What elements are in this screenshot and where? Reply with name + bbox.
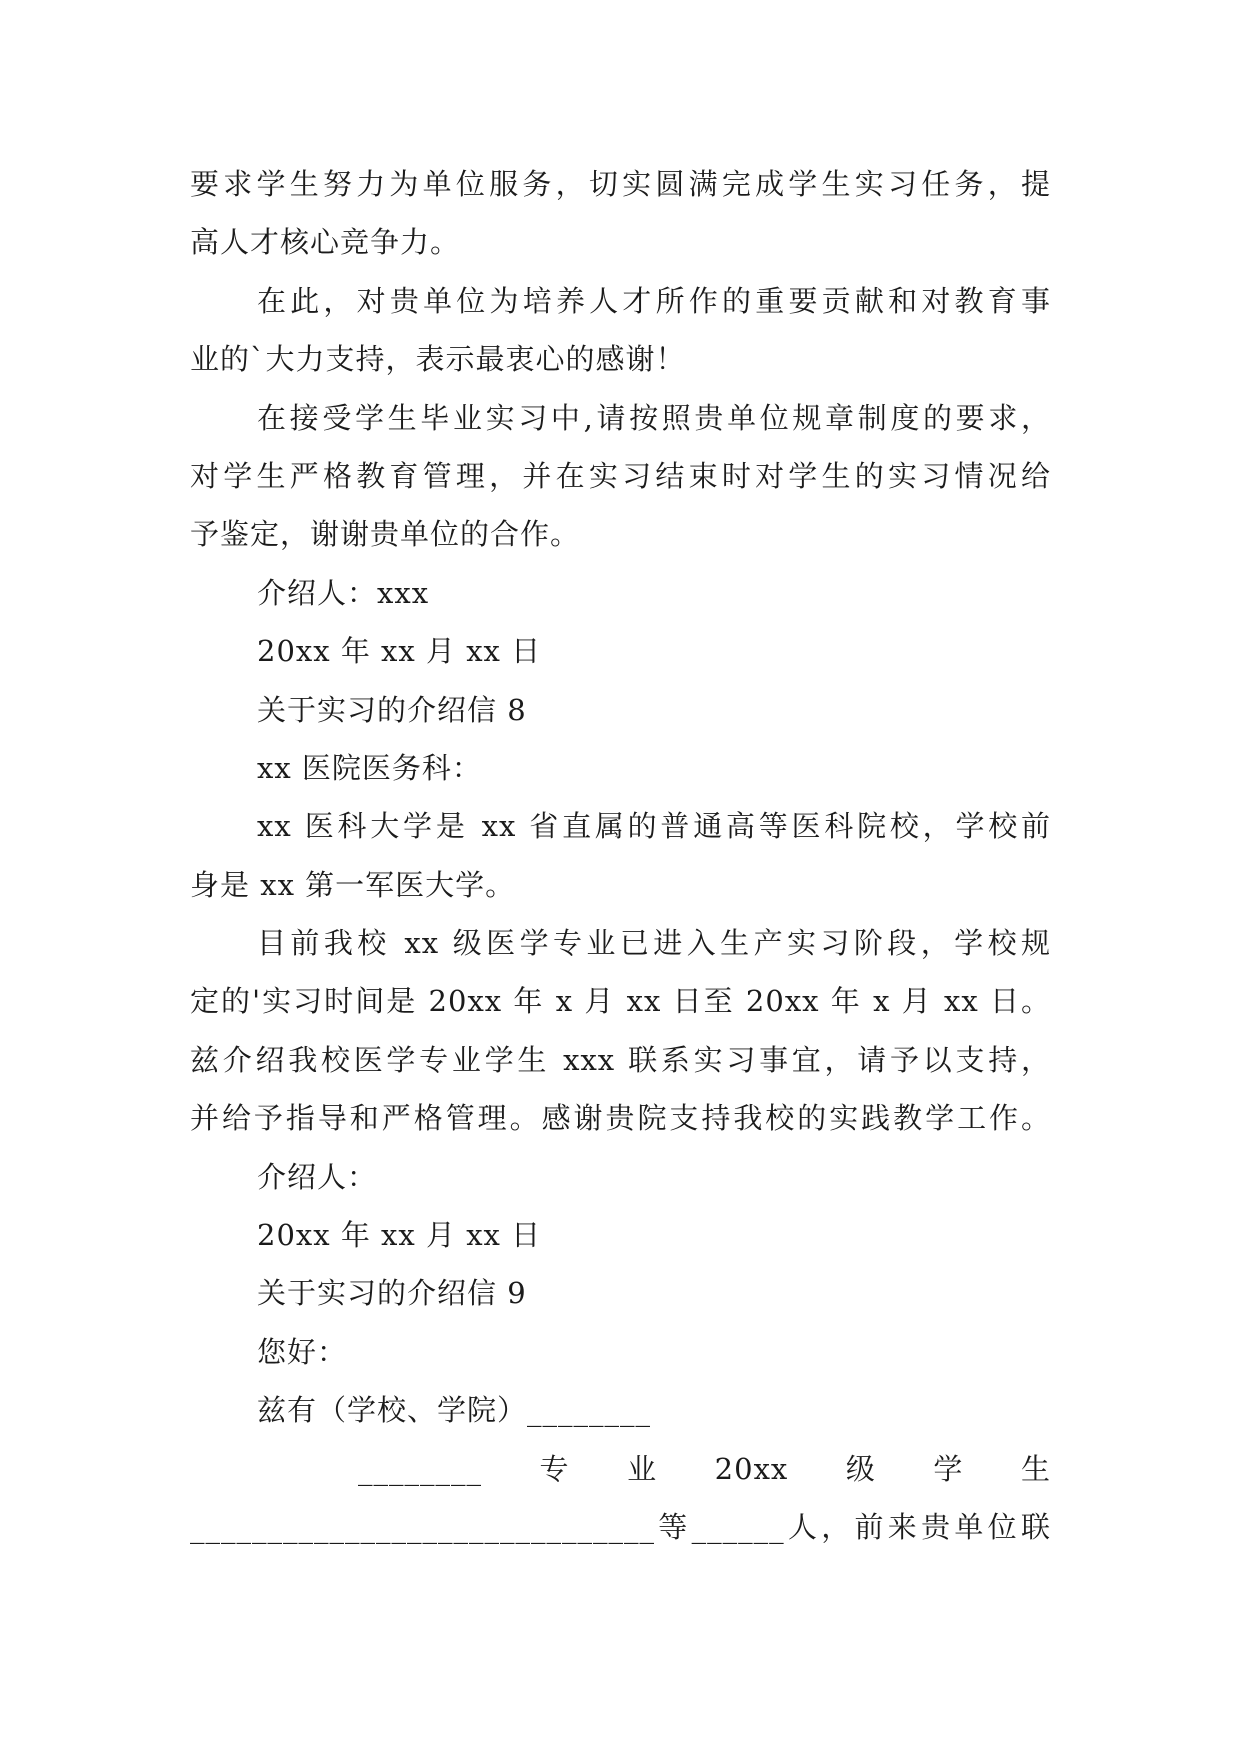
body-line: 高人才核心竞争力。: [190, 225, 461, 260]
body-line: 要求学生努力为单位服务，切实圆满完成学生实习任务，提: [190, 167, 1051, 201]
body-line: 对学生严格教育管理，并在实习结束时对学生的实习情况给: [190, 458, 1051, 493]
spread-word: 学: [933, 1451, 964, 1486]
introducer-line: 介绍人：: [257, 1159, 378, 1194]
body-line: 身是 xx 第一军医大学。: [190, 867, 516, 902]
fill-in-line: ______________________________等______人，前来贵单位联: [190, 1509, 1051, 1544]
spread-word: 生: [1020, 1451, 1051, 1486]
document-body: [190, 155, 1051, 1556]
spread-word: 业: [627, 1451, 658, 1486]
body-line: 业的`大力支持，表示最衷心的感谢！: [190, 342, 686, 377]
body-line: 定的'实习时间是 20xx 年 x 月 xx 日至 20xx 年 x 月 xx 日。: [190, 984, 1051, 1019]
fill-in-line: 兹有（学校、学院）________: [257, 1393, 652, 1428]
paragraph-first-line: 目前我校 xx 级医学专业已进入生产实习阶段，学校规: [257, 926, 1051, 961]
date-line: 20xx 年 xx 月 xx 日: [257, 1218, 542, 1253]
greeting-line: 您好：: [257, 1334, 348, 1369]
body-line: 予鉴定，谢谢贵单位的合作。: [190, 517, 581, 552]
fill-in-spread-line: [358, 1440, 1051, 1498]
date-line: 20xx 年 xx 月 xx 日: [257, 634, 542, 669]
paragraph-first-line: 在此，对贵单位为培养人才所作的重要贡献和对教育事: [257, 283, 1051, 318]
spread-word: 专: [539, 1451, 570, 1486]
paragraph-first-line: xx 医科大学是 xx 省直属的普通高等医科院校，学校前: [257, 809, 1051, 844]
paragraph-first-line: 在接受学生毕业实习中,请按照贵单位规章制度的要求，: [257, 400, 1051, 435]
spread-word: 20xx: [714, 1451, 789, 1486]
body-line: 并给予指导和严格管理。感谢贵院支持我校的实践教学工作。: [190, 1101, 1051, 1136]
letter-title: 关于实习的介绍信 8: [257, 692, 527, 727]
letter-title: 关于实习的介绍信 9: [257, 1276, 527, 1311]
recipient-line: xx 医院医务科：: [257, 750, 482, 785]
blank-field: ________: [358, 1451, 482, 1486]
spread-word: 级: [845, 1451, 876, 1486]
body-line: 兹介绍我校医学专业学生 xxx 联系实习事宜，请予以支持，: [190, 1042, 1051, 1077]
introducer-line: 介绍人：xxx: [257, 575, 430, 610]
